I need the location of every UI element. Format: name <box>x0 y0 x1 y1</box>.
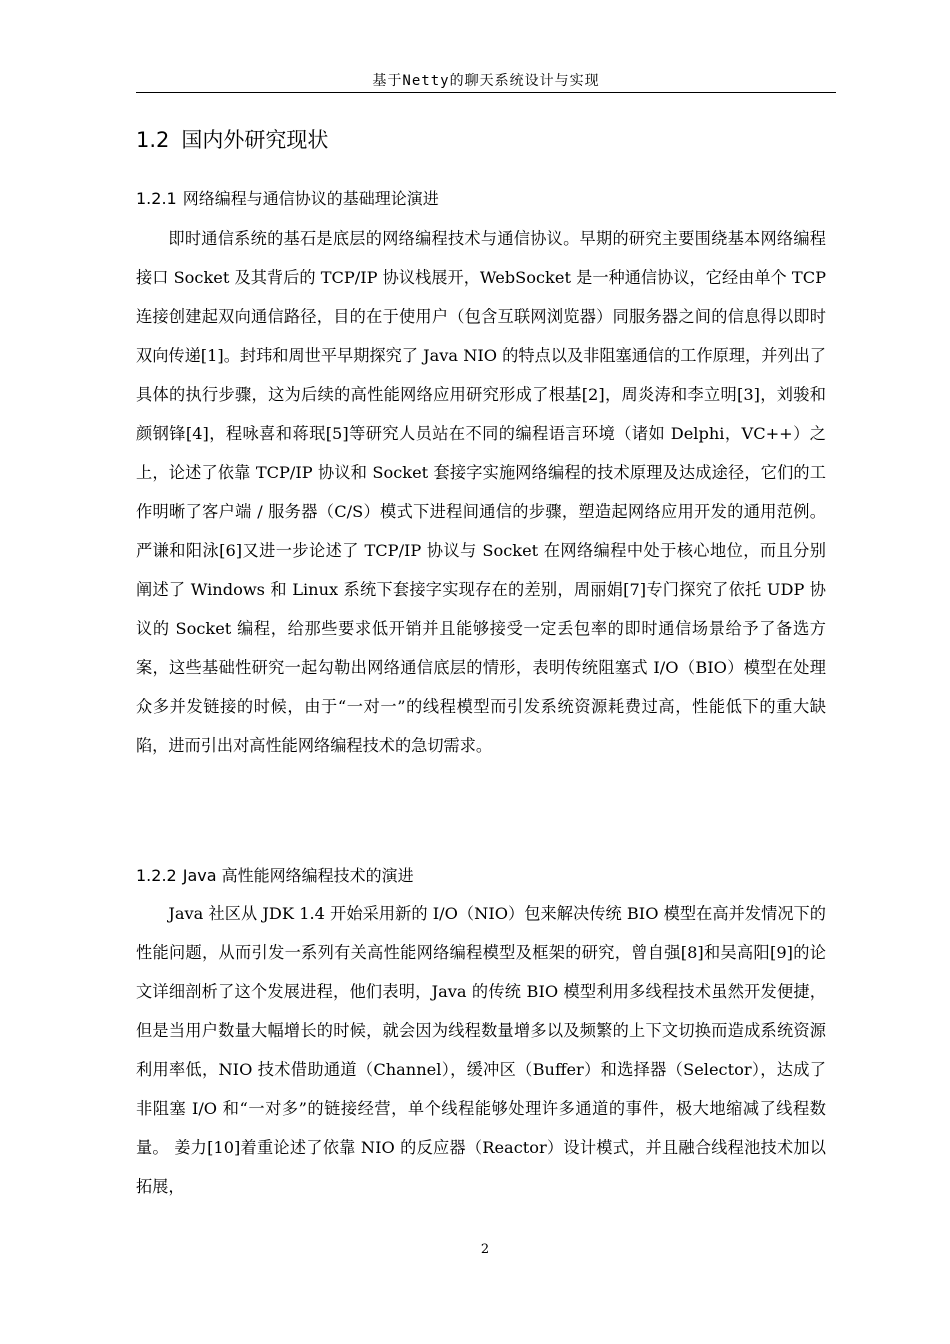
subsection-number: 1.2.2 <box>136 866 177 885</box>
running-header: 基于Netty的聊天系统设计与实现 <box>372 73 600 89</box>
subsection-heading-1 <box>136 186 439 209</box>
subsection-title: Java 高性能网络编程技术的演进 <box>182 866 414 885</box>
subsection-heading-2 <box>136 863 414 886</box>
paragraph-text: 即时通信系统的基石是底层的网络编程技术与通信协议。早期的研究主要围绕基本网络编程接口 Socket 及其背后的 TCP/IP 协议栈展开，WebSocket 是一种通信协议，它经由单个 TCP 连接创建起双向通信路径，目的在于使用户（包含互联网浏览器）同服务器之间的信息得以即时双向传递[1]。封玮和周世平早期探究了 Java NIO 的特点以及非阻塞通信的工作原理，并列出了具体的执行步骤，这为后续的高性能网络应用研究形成了根基[2]，周炎涛和李立明[3]，刘骏和颜钢锋[4]，程咏喜和蒋珉[5]等研究人员站在不同的编程语言环境（诸如 Delphi，VC++）之上，论述了依靠 TCP/IP 协议和 Socket 套接字实施网络编程的技术原理及达成途径，它们的工作明晰了客户端 / 服务器（C/S）模式下进程间通信的步骤，塑造起网络应用开发的通用范例。严谦和阳泳[6]又进一步论述了 TCP/IP 协议与 Socket 在网络编程中处于核心地位，而且分别阐述了 Windows 和 Linux 系统下套接字实现存在的差别，周丽娟[7]专门探究了依托 UDP 协议的 Socket 编程，给那些要求低开销并且能够接受一定丢包率的即时通信场景给予了备选方案，这些基础性研究一起勾勒出网络通信底层的情形，表明传统阻塞式 I/O（BIO）模型在处理众多并发链接的时候，由于“一对一”的线程模型而引发系统资源耗费过高，性能低下的重大缺陷，进而引出对高性能网络编程技术的急切需求。 <box>136 229 826 755</box>
header-rule <box>136 92 836 93</box>
section-heading <box>136 124 328 154</box>
body-paragraph-1 <box>136 219 826 765</box>
paragraph-text: Java 社区从 JDK 1.4 开始采用新的 I/O（NIO）包来解决传统 BIO 模型在高并发情况下的性能问题，从而引发一系列有关高性能网络编程模型及框架的研究，曾自强[8]和吴高阳[9]的论文详细剖析了这个发展进程，他们表明，Java 的传统 BIO 模型利用多线程技术虽然开发便捷，但是当用户数量大幅增长的时候，就会因为线程数量增多以及频繁的上下文切换而造成系统资源利用率低，NIO 技术借助通道（Channel），缓冲区（Buffer）和选择器（Selector），达成了非阻塞 I/O 和“一对多”的链接经营，单个线程能够处理许多通道的事件，极大地缩减了线程数量。 姜力[10]着重论述了依靠 NIO 的反应器（Reactor）设计模式，并且融合线程池技术加以拓展， <box>136 904 826 1196</box>
subsection-number: 1.2.1 <box>136 189 177 208</box>
page-number: 2 <box>480 1242 490 1257</box>
subsection-title: 网络编程与通信协议的基础理论演进 <box>182 189 439 208</box>
section-title: 国内外研究现状 <box>181 128 329 152</box>
section-number: 1.2 <box>136 128 170 152</box>
body-paragraph-2 <box>136 894 826 1206</box>
